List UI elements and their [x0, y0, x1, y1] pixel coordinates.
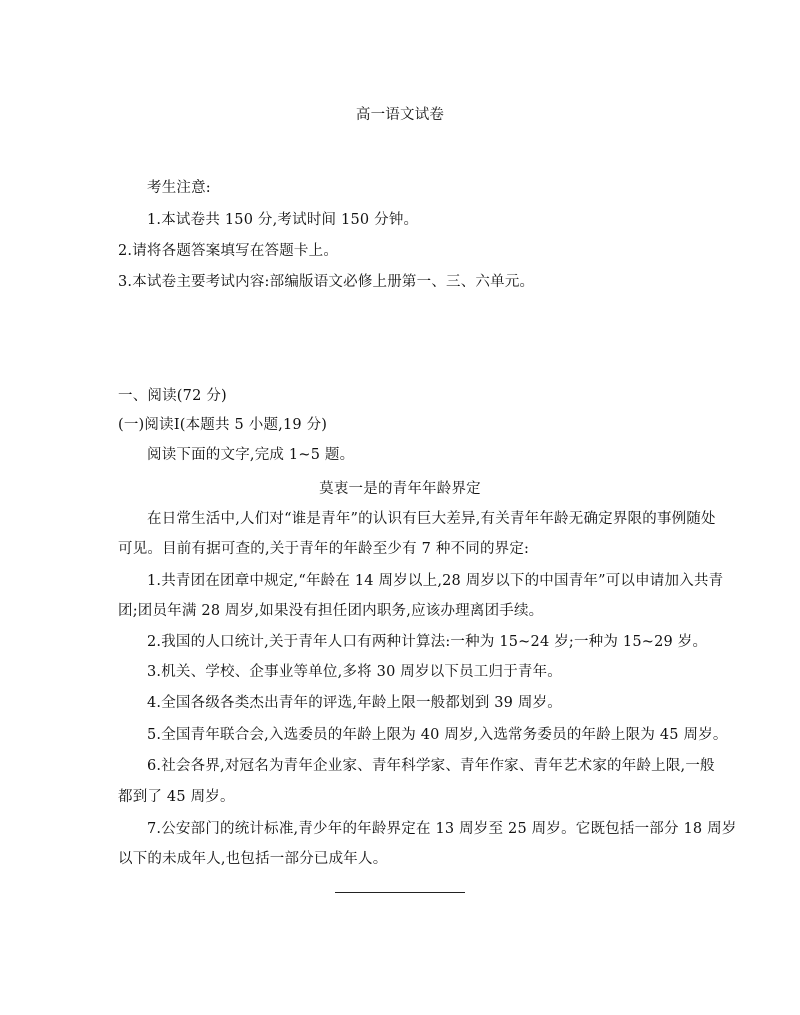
- article-paragraph-line: 6.社会各界,对冠名为青年企业家、青年科学家、青年作家、青年艺术家的年龄上限,一般: [147, 758, 715, 774]
- notice-item-1: 1.本试卷共 150 分,考试时间 150 分钟。: [147, 212, 419, 228]
- article-paragraph-line: 7.公安部门的统计标准,青少年的年龄界定在 13 周岁至 25 周岁。它既包括一部分 18 周岁: [147, 821, 737, 837]
- article-paragraph-line: 都到了 45 周岁。: [118, 789, 235, 805]
- sub-section-heading: (一)阅读I(本题共 5 小题,19 分): [118, 417, 328, 433]
- article-paragraph-line: 团;团员年满 28 周岁,如果没有担任团内职务,应该办理离团手续。: [118, 603, 544, 619]
- notice-item-3: 3.本试卷主要考试内容:部编版语文必修上册第一、三、六单元。: [118, 274, 535, 290]
- notice-heading: 考生注意:: [147, 180, 211, 196]
- article-title: 莫衷一是的青年年龄界定: [319, 481, 481, 497]
- article-paragraph-line: 在日常生活中,人们对“谁是青年”的认识有巨大差异,有关青年年龄无确定界限的事例随处: [147, 511, 716, 527]
- section-heading: 一、阅读(72 分): [118, 388, 227, 404]
- reading-instruction: 阅读下面的文字,完成 1~5 题。: [147, 447, 355, 463]
- article-paragraph-line: 5.全国青年联合会,入选委员的年龄上限为 40 周岁,入选常务委员的年龄上限为 45 周岁。: [147, 727, 728, 743]
- article-paragraph-line: 可见。目前有据可查的,关于青年的年龄至少有 7 种不同的界定:: [118, 541, 530, 557]
- article-paragraph-line: 1.共青团在团章中规定,“年龄在 14 周岁以上,28 周岁以下的中国青年”可以申请加入共青: [147, 573, 724, 589]
- article-paragraph-line: 2.我国的人口统计,关于青年人口有两种计算法:一种为 15~24 岁;一种为 15~29 岁。: [147, 634, 708, 650]
- exam-title: 高一语文试卷: [355, 107, 445, 123]
- notice-item-2: 2.请将各题答案填写在答题卡上。: [118, 243, 339, 259]
- footer-divider: [335, 892, 465, 893]
- article-paragraph-line: 4.全国各级各类杰出青年的评选,年龄上限一般都划到 39 周岁。: [147, 695, 563, 711]
- article-paragraph-line: 以下的未成年人,也包括一部分已成年人。: [118, 851, 388, 867]
- article-paragraph-line: 3.机关、学校、企事业等单位,多将 30 周岁以下员工归于青年。: [147, 664, 563, 680]
